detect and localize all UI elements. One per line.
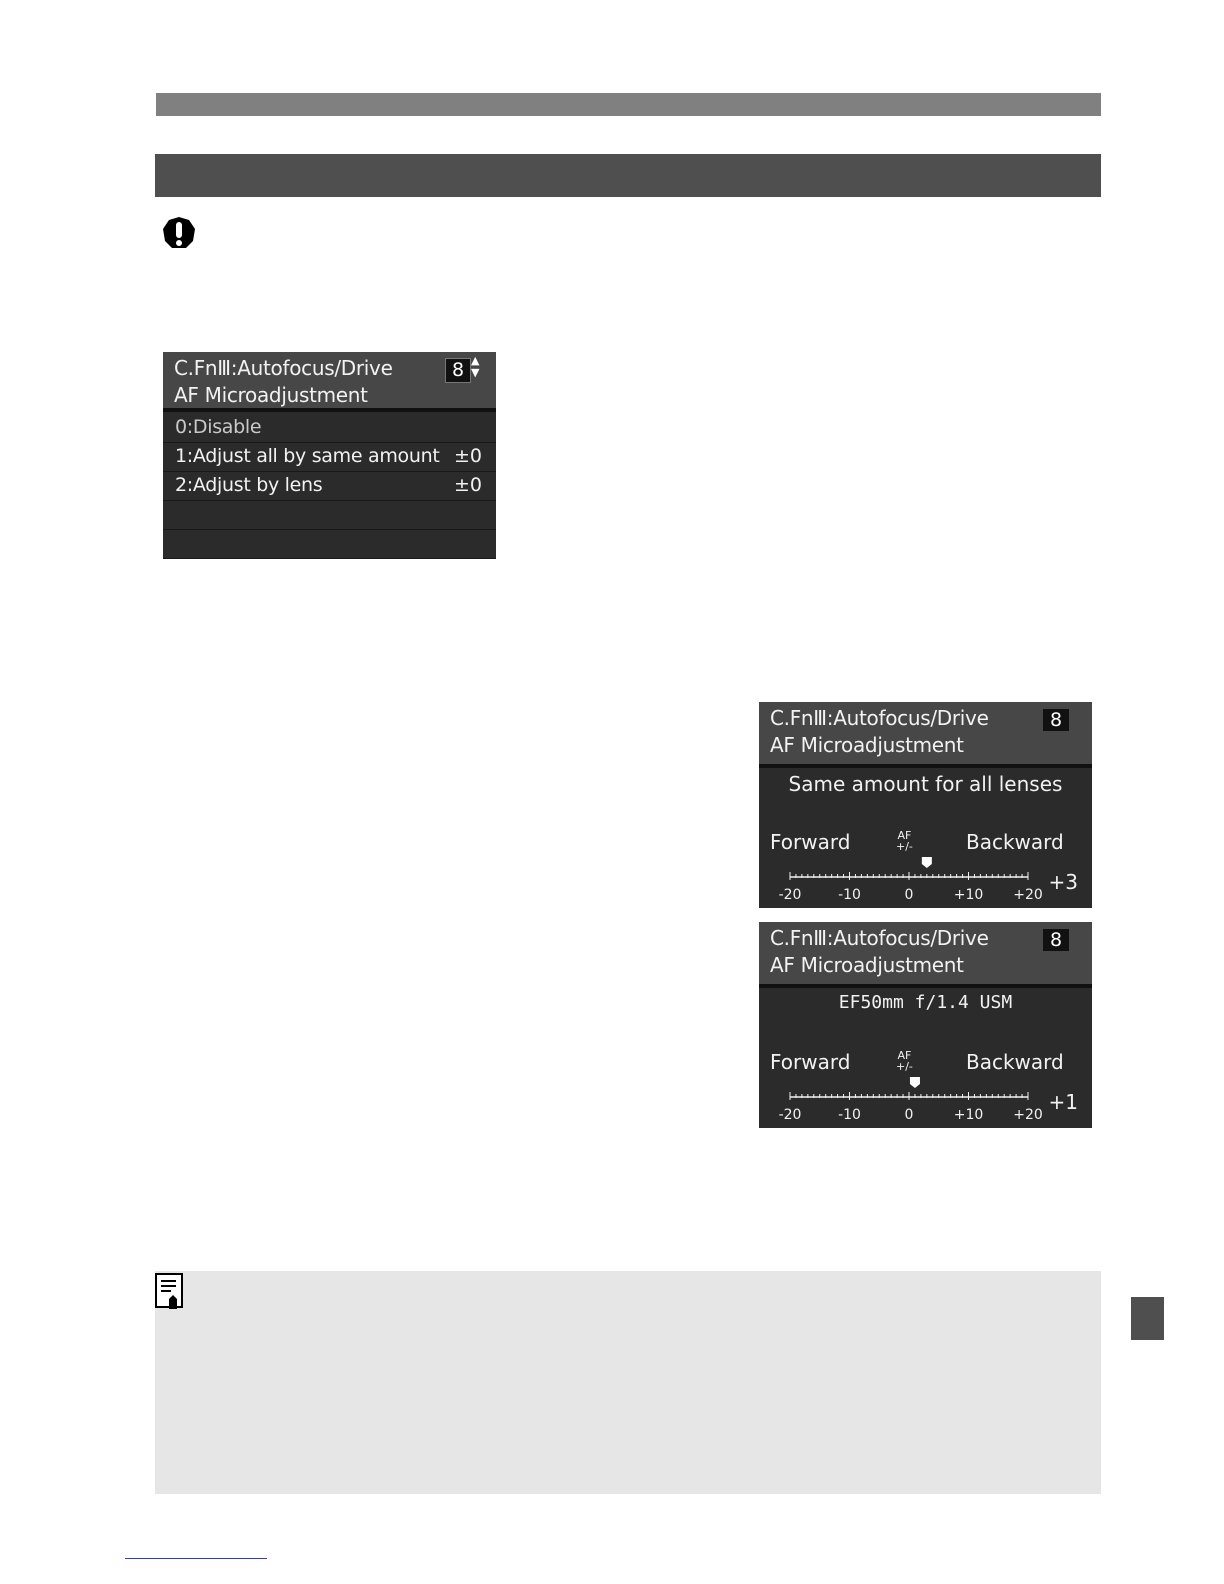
- screen-title: C.FnⅢ:Autofocus/Drive: [770, 926, 989, 950]
- option-empty: [163, 530, 496, 559]
- scale-label: 0: [904, 887, 914, 903]
- scale-label: -20: [778, 887, 802, 903]
- forward-label: Forward: [770, 1050, 851, 1074]
- screen-subtitle: AF Microadjustment: [174, 383, 368, 407]
- scale-label: -10: [838, 887, 861, 903]
- page-number: 8: [1043, 709, 1069, 731]
- screen-header: [163, 352, 496, 412]
- memo-icon: [155, 1273, 185, 1309]
- screen-subtitle: AF Microadjustment: [770, 733, 964, 757]
- screen-title: C.FnⅢ:Autofocus/Drive: [174, 356, 393, 380]
- option-empty: [163, 501, 496, 530]
- adjustment-scale[interactable]: [759, 922, 1092, 1128]
- option-disable[interactable]: [163, 414, 496, 443]
- adjustment-scale[interactable]: [759, 702, 1092, 908]
- note-box: [155, 1271, 1101, 1494]
- backward-label: Backward: [966, 1050, 1064, 1074]
- scale-label: +20: [1013, 1107, 1043, 1123]
- footer-link-underline[interactable]: [125, 1558, 267, 1559]
- adjustment-mode-text: Same amount for all lenses: [788, 772, 1063, 796]
- scale-label: +20: [1013, 887, 1043, 903]
- scale-label: 0: [904, 1107, 914, 1123]
- option-adjust-by-lens[interactable]: [163, 472, 496, 501]
- scale-label: +10: [953, 1107, 984, 1123]
- option-label: 1:Adjust all by same amount: [175, 445, 440, 467]
- scale-marker[interactable]: [910, 1077, 920, 1088]
- screen-title: C.FnⅢ:Autofocus/Drive: [770, 706, 989, 730]
- scale-label: +10: [953, 887, 984, 903]
- backward-label: Backward: [966, 830, 1064, 854]
- current-value: +3: [1048, 870, 1078, 894]
- option-value: ±0: [453, 445, 482, 467]
- lcd-screen-menu: [163, 352, 496, 559]
- af-adjust-icon: AF +/-: [896, 1049, 913, 1073]
- current-value: +1: [1048, 1090, 1078, 1114]
- caution-icon: [162, 216, 196, 250]
- up-down-arrows-icon: ▲ ▼: [471, 354, 480, 379]
- af-adjust-icon: AF +/-: [896, 829, 913, 853]
- option-value: ±0: [453, 474, 482, 496]
- forward-label: Forward: [770, 830, 851, 854]
- lcd-screen-same-amount: [759, 702, 1092, 908]
- option-label: 2:Adjust by lens: [175, 474, 323, 496]
- page-number: 8: [445, 358, 471, 383]
- screen-subtitle: AF Microadjustment: [770, 953, 964, 977]
- lcd-screen-by-lens: [759, 922, 1092, 1128]
- section-title-bar: [155, 154, 1101, 197]
- scale-marker[interactable]: [922, 857, 932, 868]
- scale-label: -10: [838, 1107, 861, 1123]
- option-label: 0:Disable: [175, 416, 262, 438]
- option-adjust-all[interactable]: [163, 443, 496, 472]
- chapter-tab: [1131, 1297, 1164, 1340]
- page-number: 8: [1043, 929, 1069, 951]
- page-header-bar: [156, 93, 1101, 116]
- lens-name-text: EF50mm f/1.4 USM: [838, 992, 1013, 1013]
- scale-label: -20: [778, 1107, 802, 1123]
